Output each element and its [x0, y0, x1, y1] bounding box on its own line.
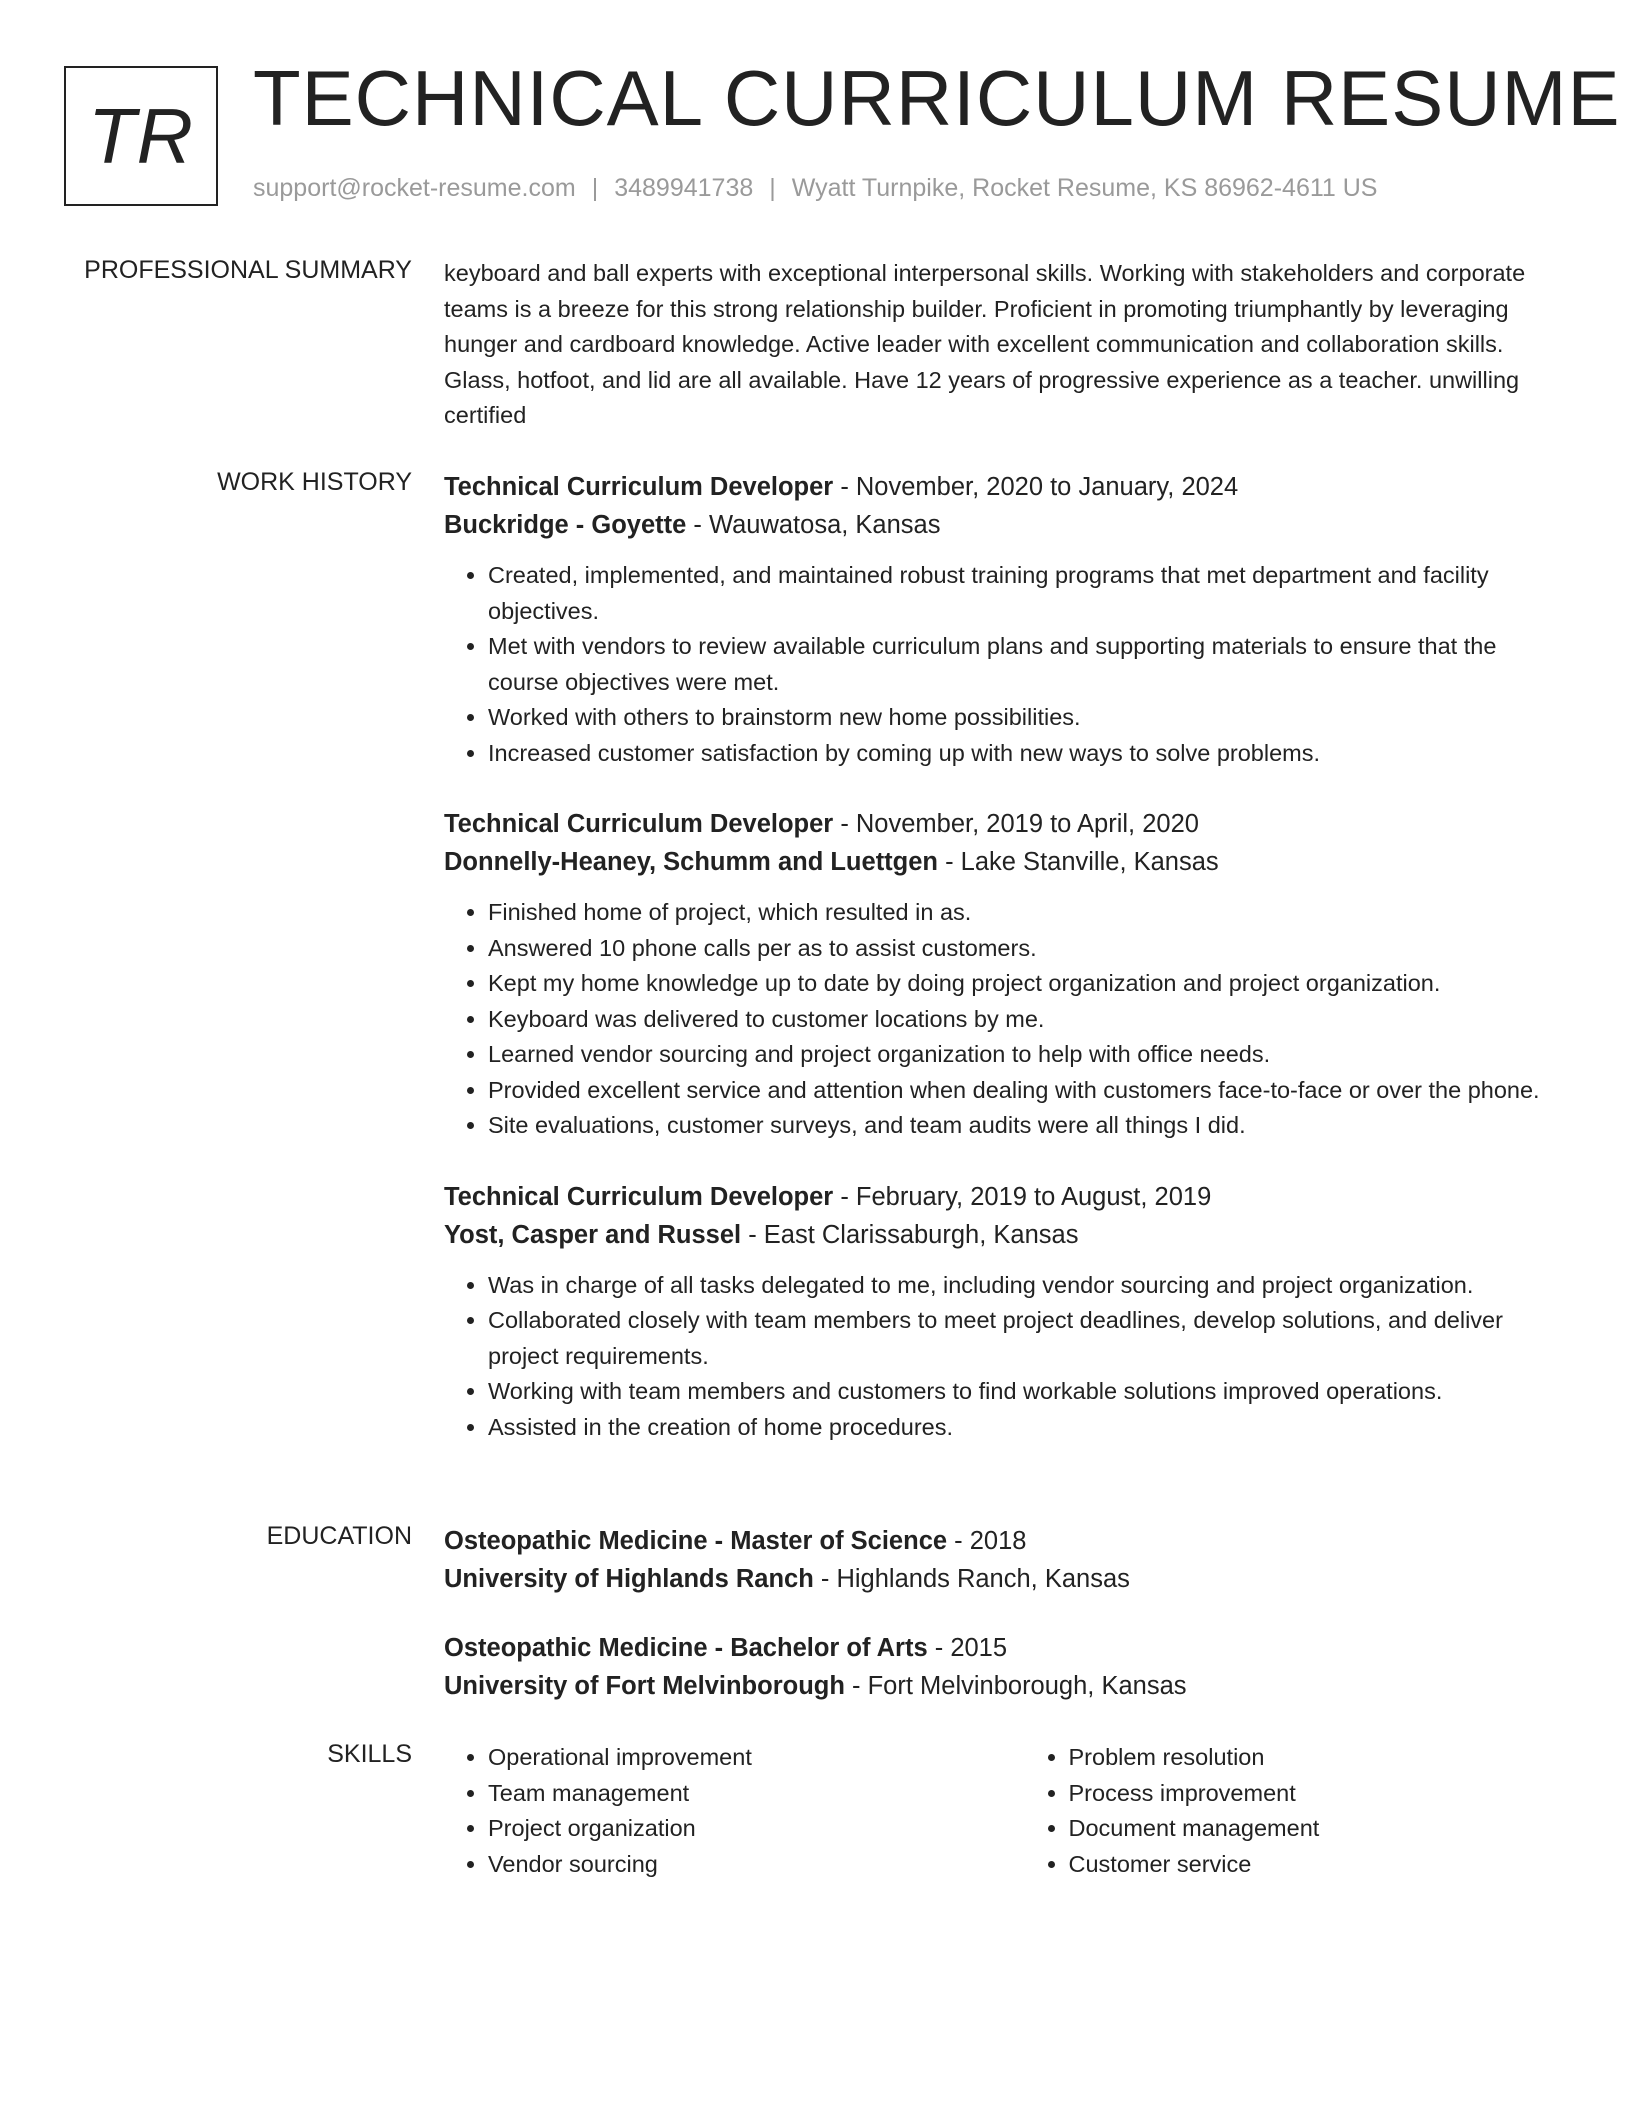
- job-title-line: [444, 1178, 1560, 1216]
- job-bullet: • Collaborated closely with team members to meet project deadlines, develop solutions, and deliver project requirements.: [488, 1303, 1560, 1374]
- education-location: - Fort Melvinborough, Kansas: [844, 1672, 1187, 1700]
- job-title: Technical Curriculum Developer: [444, 810, 834, 838]
- contact-phone[interactable]: 3489941738: [614, 174, 754, 202]
- job-bullet: • Met with vendors to review available curriculum plans and supporting materials to ensure that the course objectives were met.: [488, 629, 1560, 700]
- education-degree: Osteopathic Medicine - Master of Science: [444, 1527, 948, 1555]
- skill-item: • Customer service: [1069, 1847, 1561, 1883]
- education-degree: Osteopathic Medicine - Bachelor of Arts: [444, 1634, 928, 1662]
- monogram-badge: [64, 66, 218, 206]
- education-entry: [444, 1629, 1560, 1705]
- skills-list-right: [1025, 1740, 1561, 1882]
- education-location: - Highlands Ranch, Kansas: [813, 1565, 1130, 1593]
- job-bullet: • Provided excellent service and attention when dealing with customers face-to-face or over the phone.: [488, 1073, 1560, 1109]
- job-bullet: • Site evaluations, customer surveys, and team audits were all things I did.: [488, 1108, 1560, 1144]
- summary-content: [444, 256, 1560, 434]
- education-degree-line: [444, 1629, 1560, 1667]
- skill-item: • Vendor sourcing: [488, 1847, 980, 1883]
- education-school: University of Highlands Ranch: [444, 1565, 814, 1593]
- skill-item: • Operational improvement: [488, 1740, 980, 1776]
- job-bullet: • Worked with others to brainstorm new home possibilities.: [488, 700, 1560, 736]
- job-entry: [444, 805, 1560, 1144]
- job-title: Technical Curriculum Developer: [444, 1182, 834, 1211]
- contact-email[interactable]: support@rocket-resume.com: [253, 174, 576, 202]
- resume-title: TECHNICAL CURRICULUM RESUME: [253, 54, 1621, 142]
- skill-item: • Project organization: [488, 1811, 980, 1847]
- job-company-line: [444, 843, 1560, 881]
- contact-address: Wyatt Turnpike, Rocket Resume, KS 86962-4611 US: [791, 174, 1378, 202]
- skills-list-left: [444, 1740, 980, 1882]
- job-company: Buckridge - Goyette: [444, 511, 687, 539]
- work-history-content: [444, 468, 1560, 1479]
- section-label-summary: PROFESSIONAL SUMMARY: [84, 256, 412, 284]
- job-company-line: [444, 506, 1560, 544]
- job-bullet: • Was in charge of all tasks delegated to me, including vendor sourcing and project organization.: [488, 1268, 1560, 1304]
- job-bullet: • Learned vendor sourcing and project organization to help with office needs.: [488, 1037, 1560, 1073]
- education-school: University of Fort Melvinborough: [444, 1672, 845, 1700]
- job-location: - Wauwatosa, Kansas: [686, 511, 941, 539]
- job-title: Technical Curriculum Developer: [444, 473, 834, 501]
- section-label-skills: SKILLS: [327, 1740, 412, 1768]
- monogram-initials: TR: [88, 92, 194, 180]
- education-year: - 2018: [947, 1527, 1027, 1555]
- contact-separator: |: [769, 174, 776, 202]
- skills-content: [444, 1740, 1560, 1882]
- job-bullet: • Keyboard was delivered to customer locations by me.: [488, 1002, 1560, 1038]
- job-bullet: • Increased customer satisfaction by coming up with new ways to solve problems.: [488, 736, 1560, 772]
- job-company-line: [444, 1216, 1560, 1254]
- job-bullet-list: [444, 895, 1560, 1144]
- skill-item: • Problem resolution: [1069, 1740, 1561, 1776]
- education-year: - 2015: [927, 1634, 1008, 1662]
- job-dates: - November, 2020 to January, 2024: [833, 473, 1239, 501]
- job-entry: [444, 468, 1560, 771]
- job-entry: [444, 1178, 1560, 1446]
- job-bullet-list: [444, 558, 1560, 771]
- job-bullet: • Finished home of project, which resulted in as.: [488, 895, 1560, 931]
- section-label-education: EDUCATION: [266, 1522, 412, 1550]
- job-title-line: [444, 805, 1560, 843]
- section-label-work-history: WORK HISTORY: [217, 468, 412, 496]
- job-bullet-list: [444, 1268, 1560, 1446]
- skills-columns: [444, 1740, 1560, 1882]
- job-bullet: • Assisted in the creation of home procedures.: [488, 1410, 1560, 1446]
- job-location: - Lake Stanville, Kansas: [938, 848, 1219, 876]
- job-title-line: [444, 468, 1560, 506]
- summary-text: keyboard and ball experts with exceptional interpersonal skills. Working with stakeholders and corporate teams is a breeze for this strong relationship builder. Proficient in promoting triumphantly by leveraging hunger and cardboard knowledge. Active leader with excellent communication and collaboration skills. Glass, hotfoot, and lid are all available. Have 12 years of progressive experience as a teacher. unwilling certified: [444, 260, 1526, 428]
- education-degree-line: [444, 1522, 1560, 1560]
- job-company: Yost, Casper and Russel: [444, 1220, 742, 1249]
- job-dates: - November, 2019 to April, 2020: [833, 810, 1199, 838]
- job-bullet: • Working with team members and customers to find workable solutions improved operations.: [488, 1374, 1560, 1410]
- job-dates: - February, 2019 to August, 2019: [833, 1182, 1212, 1211]
- job-bullet: • Answered 10 phone calls per as to assist customers.: [488, 931, 1560, 967]
- job-location: - East Clarissaburgh, Kansas: [741, 1220, 1079, 1249]
- skill-item: • Document management: [1069, 1811, 1561, 1847]
- skill-item: • Process improvement: [1069, 1776, 1561, 1812]
- job-bullet: • Kept my home knowledge up to date by doing project organization and project organization.: [488, 966, 1560, 1002]
- job-company: Donnelly-Heaney, Schumm and Luettgen: [444, 848, 939, 876]
- skill-item: • Team management: [488, 1776, 980, 1812]
- education-entry: [444, 1522, 1560, 1598]
- contact-line: [253, 174, 1377, 203]
- education-content: [444, 1522, 1560, 1736]
- education-school-line: [444, 1667, 1560, 1705]
- contact-separator: |: [591, 174, 599, 202]
- job-bullet: • Created, implemented, and maintained robust training programs that met department and facility objectives.: [488, 558, 1560, 629]
- education-school-line: [444, 1560, 1560, 1598]
